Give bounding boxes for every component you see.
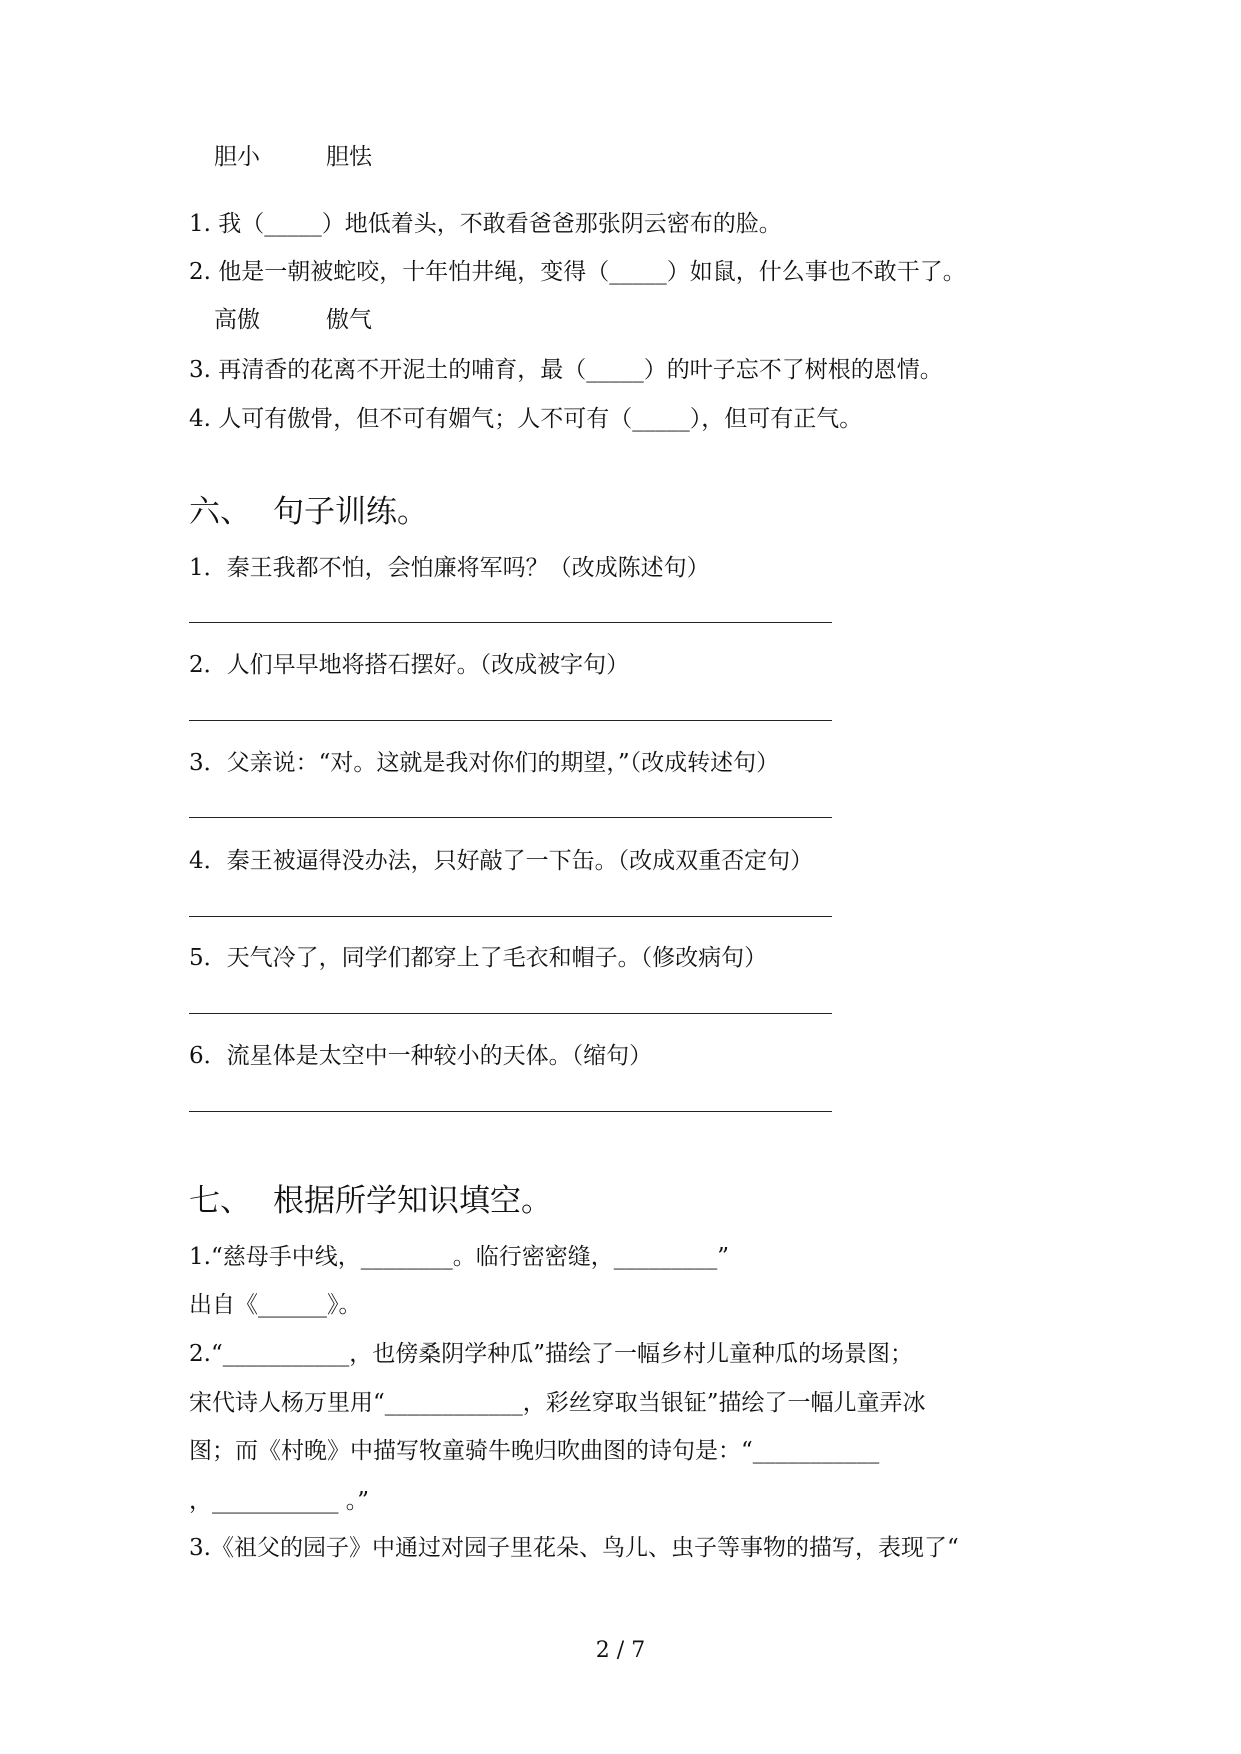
word-option: 高傲	[214, 307, 260, 333]
answer-line	[189, 622, 832, 623]
exercise-item: 5．天气冷了，同学们都穿上了毛衣和帽子。（修改病句）	[189, 945, 768, 971]
fill-blank-line: 2.“___________，也傍桑阴学种瓜”描绘了一幅乡村儿童种瓜的场景图；	[189, 1341, 913, 1367]
exercise-item: 4．秦王被逼得没办法，只好敲了一下缶。（改成双重否定句）	[189, 848, 814, 874]
word-option: 傲气	[326, 307, 372, 333]
fill-blank-item: 4. 人可有傲骨，但不可有媚气；人不可有（_____），但可有正气。	[189, 406, 863, 432]
section-number: 六、	[189, 494, 251, 530]
exercise-item: 3．父亲说：“对。这就是我对你们的期望，”（改成转述句）	[189, 750, 780, 776]
fill-blank-item: 3. 再清香的花离不开泥土的哺育，最（_____）的叶子忘不了树根的恩情。	[189, 357, 943, 383]
fill-blank-line: 1.“慈母手中线，________。临行密密缝，_________”	[189, 1244, 729, 1270]
fill-blank-line: 3.《祖父的园子》中通过对园子里花朵、鸟儿、虫子等事物的描写，表现了“	[189, 1535, 959, 1561]
page-number: 2 / 7	[595, 1638, 646, 1663]
section-title: 句子训练。	[273, 494, 428, 530]
word-option: 胆小	[214, 144, 260, 170]
section-number: 七、	[189, 1183, 251, 1219]
fill-blank-item: 1. 我（_____）地低着头，不敢看爸爸那张阴云密布的脸。	[189, 211, 782, 237]
fill-blank-line: ，___________ 。”	[189, 1488, 370, 1514]
fill-blank-item: 2. 他是一朝被蛇咬，十年怕井绳，变得（_____）如鼠，什么事也不敢干了。	[189, 259, 966, 285]
section-heading-6	[189, 492, 428, 532]
section-title: 根据所学知识填空。	[273, 1183, 552, 1219]
fill-blank-line: 出自《______》。	[189, 1292, 362, 1318]
fill-blank-line: 宋代诗人杨万里用“____________，彩丝穿取当银钲”描绘了一幅儿童弄冰	[189, 1390, 926, 1416]
answer-line	[189, 720, 832, 721]
exercise-item: 6．流星体是太空中一种较小的天体。（缩句）	[189, 1043, 653, 1069]
answer-line	[189, 817, 832, 818]
answer-line	[189, 916, 832, 917]
answer-line	[189, 1013, 832, 1014]
exercise-item: 2．人们早早地将搭石摆好。（改成被字句）	[189, 652, 630, 678]
answer-line	[189, 1111, 832, 1112]
exercise-item: 1．秦王我都不怕，会怕廉将军吗？（改成陈述句）	[189, 555, 710, 581]
section-heading-7	[189, 1181, 552, 1221]
fill-blank-line: 图；而《村晚》中描写牧童骑牛晚归吹曲图的诗句是：“___________	[189, 1438, 880, 1464]
word-option: 胆怯	[326, 144, 372, 170]
